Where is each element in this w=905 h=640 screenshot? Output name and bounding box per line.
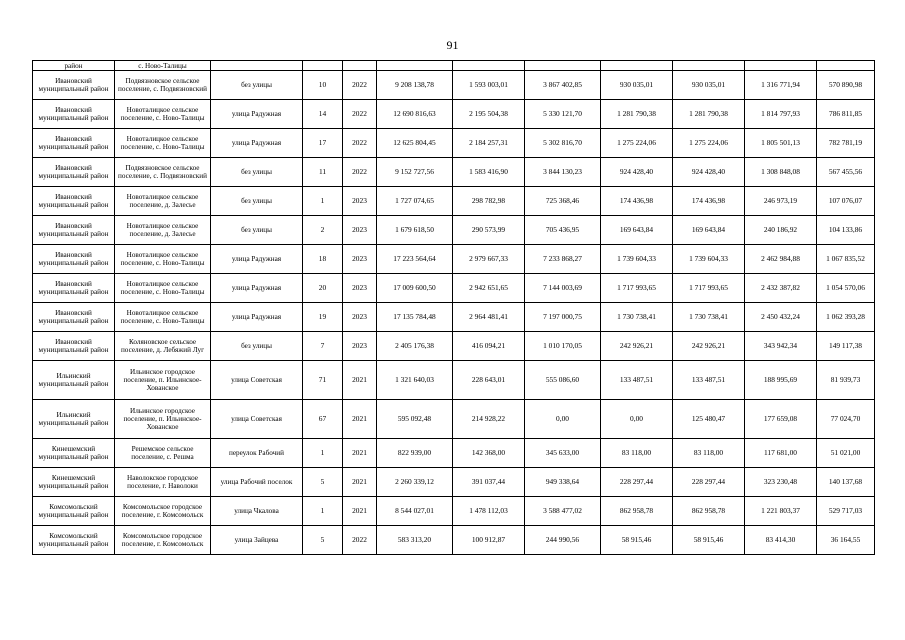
page-number: 91 bbox=[446, 38, 459, 52]
cell-cost-part-4: 1 739 604,33 bbox=[673, 245, 745, 274]
table-row bbox=[33, 361, 875, 400]
cell-settlement: Ильинское городское поселение, п. Ильинское-Хованское bbox=[115, 361, 211, 400]
cell-cost-part-1: 2 979 667,33 bbox=[453, 245, 525, 274]
cell-street: без улицы bbox=[211, 216, 303, 245]
cell-cost-part-5: 117 681,00 bbox=[745, 439, 817, 468]
cell-settlement: Наволокское городское поселение, г. Наволоки bbox=[115, 468, 211, 497]
cell-cost-part-5: 2 450 432,24 bbox=[745, 303, 817, 332]
cell-street: улица Рабочий поселок bbox=[211, 468, 303, 497]
cell-settlement: Новоталицкое сельское поселение, с. Ново-Талицы bbox=[115, 274, 211, 303]
cell-settlement: Новоталицкое сельское поселение, д. Залесье bbox=[115, 187, 211, 216]
cell-street bbox=[211, 61, 303, 71]
table-row bbox=[33, 274, 875, 303]
cell-house-number: 10 bbox=[303, 71, 343, 100]
cell-cost-part-2: 3 867 402,85 bbox=[525, 71, 601, 100]
cell-house-number: 67 bbox=[303, 400, 343, 439]
cell-cost-part-4: 125 480,47 bbox=[673, 400, 745, 439]
cell-cost-part-6: 140 137,68 bbox=[817, 468, 875, 497]
cell-cost-part-5: 1 221 803,37 bbox=[745, 497, 817, 526]
cell-total-cost: 583 313,20 bbox=[377, 526, 453, 555]
cell-total-cost: 9 208 138,78 bbox=[377, 71, 453, 100]
cell-cost-part-2: 555 086,60 bbox=[525, 361, 601, 400]
cell-house-number: 14 bbox=[303, 100, 343, 129]
cell-district: Кинешемский муниципальный район bbox=[33, 439, 115, 468]
cell-district: Ивановский муниципальный район bbox=[33, 216, 115, 245]
cell-cost-part-5: 188 995,69 bbox=[745, 361, 817, 400]
cell-cost-part-6: 81 939,73 bbox=[817, 361, 875, 400]
cell-year: 2022 bbox=[343, 129, 377, 158]
table-row bbox=[33, 129, 875, 158]
cell-cost-part-3: 930 035,01 bbox=[601, 71, 673, 100]
cell-year bbox=[343, 61, 377, 71]
cell-year: 2021 bbox=[343, 439, 377, 468]
cell-year: 2021 bbox=[343, 497, 377, 526]
cell-cost-part-3: 83 118,00 bbox=[601, 439, 673, 468]
cell-cost-part-6: 1 054 570,06 bbox=[817, 274, 875, 303]
cell-cost-part-4: 242 926,21 bbox=[673, 332, 745, 361]
table-row bbox=[33, 71, 875, 100]
cell-street: улица Советская bbox=[211, 361, 303, 400]
cell-house-number: 1 bbox=[303, 187, 343, 216]
cell-street: улица Радужная bbox=[211, 303, 303, 332]
cell-total-cost: 2 260 339,12 bbox=[377, 468, 453, 497]
cell-district: Ивановский муниципальный район bbox=[33, 245, 115, 274]
cell-total-cost: 822 939,00 bbox=[377, 439, 453, 468]
cell-total-cost: 2 405 176,38 bbox=[377, 332, 453, 361]
cell-settlement: с. Ново-Талицы bbox=[115, 61, 211, 71]
cell-settlement: Новоталицкое сельское поселение, с. Ново-Талицы bbox=[115, 100, 211, 129]
cell-cost-part-5: 246 973,19 bbox=[745, 187, 817, 216]
cell-cost-part-1: 298 782,98 bbox=[453, 187, 525, 216]
cell-cost-part-1 bbox=[453, 61, 525, 71]
cell-cost-part-4: 1 281 790,38 bbox=[673, 100, 745, 129]
cell-house-number: 19 bbox=[303, 303, 343, 332]
table-row bbox=[33, 100, 875, 129]
cell-cost-part-4: 228 297,44 bbox=[673, 468, 745, 497]
cell-settlement: Коляновское сельское поселение, д. Лебяжий Луг bbox=[115, 332, 211, 361]
cell-cost-part-5: 2 432 387,82 bbox=[745, 274, 817, 303]
cell-street: улица Радужная bbox=[211, 129, 303, 158]
cell-district: Ильинский муниципальный район bbox=[33, 400, 115, 439]
cell-cost-part-4: 83 118,00 bbox=[673, 439, 745, 468]
cell-cost-part-5: 1 805 501,13 bbox=[745, 129, 817, 158]
cell-total-cost: 17 135 784,48 bbox=[377, 303, 453, 332]
cell-year: 2021 bbox=[343, 400, 377, 439]
data-table bbox=[32, 60, 875, 555]
cell-street: улица Радужная bbox=[211, 100, 303, 129]
cell-total-cost bbox=[377, 61, 453, 71]
cell-street: улица Чкалова bbox=[211, 497, 303, 526]
cell-settlement: Ильинское городское поселение, п. Ильинское-Хованское bbox=[115, 400, 211, 439]
cell-cost-part-3: 1 730 738,41 bbox=[601, 303, 673, 332]
cell-cost-part-1: 1 478 112,03 bbox=[453, 497, 525, 526]
cell-cost-part-2: 244 990,56 bbox=[525, 526, 601, 555]
cell-cost-part-3: 0,00 bbox=[601, 400, 673, 439]
cell-total-cost: 1 321 640,03 bbox=[377, 361, 453, 400]
cell-settlement: Решемское сельское поселение, с. Решма bbox=[115, 439, 211, 468]
cell-house-number: 71 bbox=[303, 361, 343, 400]
cell-settlement: Новоталицкое сельское поселение, с. Ново-Талицы bbox=[115, 245, 211, 274]
cell-cost-part-5: 323 230,48 bbox=[745, 468, 817, 497]
cell-cost-part-2: 949 338,64 bbox=[525, 468, 601, 497]
cell-cost-part-6 bbox=[817, 61, 875, 71]
cell-cost-part-2: 725 368,46 bbox=[525, 187, 601, 216]
cell-cost-part-6: 529 717,03 bbox=[817, 497, 875, 526]
table-row bbox=[33, 303, 875, 332]
cell-cost-part-6: 782 781,19 bbox=[817, 129, 875, 158]
cell-settlement: Комсомольское городское поселение, г. Комсомольск bbox=[115, 497, 211, 526]
cell-cost-part-1: 2 195 504,38 bbox=[453, 100, 525, 129]
cell-house-number: 11 bbox=[303, 158, 343, 187]
cell-year: 2022 bbox=[343, 526, 377, 555]
cell-cost-part-5: 1 308 848,08 bbox=[745, 158, 817, 187]
cell-district: Ивановский муниципальный район bbox=[33, 332, 115, 361]
cell-house-number bbox=[303, 61, 343, 71]
table-row bbox=[33, 187, 875, 216]
cell-cost-part-1: 290 573,99 bbox=[453, 216, 525, 245]
cell-cost-part-4: 169 643,84 bbox=[673, 216, 745, 245]
cell-cost-part-2: 7 233 868,27 bbox=[525, 245, 601, 274]
table-row bbox=[33, 400, 875, 439]
cell-district: Ильинский муниципальный район bbox=[33, 361, 115, 400]
cell-cost-part-2: 3 844 130,23 bbox=[525, 158, 601, 187]
cell-district: Ивановский муниципальный район bbox=[33, 158, 115, 187]
table-row bbox=[33, 61, 875, 71]
table-row bbox=[33, 468, 875, 497]
cell-cost-part-3: 924 428,40 bbox=[601, 158, 673, 187]
cell-district: Ивановский муниципальный район bbox=[33, 187, 115, 216]
cell-total-cost: 12 625 804,45 bbox=[377, 129, 453, 158]
cell-cost-part-3: 1 717 993,65 bbox=[601, 274, 673, 303]
cell-cost-part-5: 177 659,08 bbox=[745, 400, 817, 439]
cell-street: переулок Рабочий bbox=[211, 439, 303, 468]
cell-cost-part-3: 174 436,98 bbox=[601, 187, 673, 216]
cell-cost-part-4 bbox=[673, 61, 745, 71]
cell-cost-part-3: 1 275 224,06 bbox=[601, 129, 673, 158]
cell-total-cost: 9 152 727,56 bbox=[377, 158, 453, 187]
cell-district: Ивановский муниципальный район bbox=[33, 71, 115, 100]
cell-cost-part-4: 862 958,78 bbox=[673, 497, 745, 526]
cell-house-number: 17 bbox=[303, 129, 343, 158]
cell-house-number: 2 bbox=[303, 216, 343, 245]
cell-cost-part-3: 58 915,46 bbox=[601, 526, 673, 555]
cell-cost-part-3: 242 926,21 bbox=[601, 332, 673, 361]
cell-cost-part-2: 345 633,00 bbox=[525, 439, 601, 468]
cell-total-cost: 17 009 600,50 bbox=[377, 274, 453, 303]
cell-house-number: 1 bbox=[303, 439, 343, 468]
cell-cost-part-5: 2 462 984,88 bbox=[745, 245, 817, 274]
cell-cost-part-6: 786 811,85 bbox=[817, 100, 875, 129]
table-row bbox=[33, 216, 875, 245]
table-row bbox=[33, 158, 875, 187]
cell-district: Кинешемский муниципальный район bbox=[33, 468, 115, 497]
cell-cost-part-6: 1 062 393,28 bbox=[817, 303, 875, 332]
cell-cost-part-3: 1 281 790,38 bbox=[601, 100, 673, 129]
cell-house-number: 18 bbox=[303, 245, 343, 274]
cell-cost-part-6: 107 076,07 bbox=[817, 187, 875, 216]
cell-cost-part-3 bbox=[601, 61, 673, 71]
cell-cost-part-6: 149 117,38 bbox=[817, 332, 875, 361]
cell-street: без улицы bbox=[211, 187, 303, 216]
table-row bbox=[33, 245, 875, 274]
cell-cost-part-1: 100 912,87 bbox=[453, 526, 525, 555]
cell-street: улица Радужная bbox=[211, 274, 303, 303]
cell-cost-part-3: 133 487,51 bbox=[601, 361, 673, 400]
cell-cost-part-4: 58 915,46 bbox=[673, 526, 745, 555]
cell-year: 2023 bbox=[343, 245, 377, 274]
cell-year: 2023 bbox=[343, 274, 377, 303]
cell-cost-part-1: 2 942 651,65 bbox=[453, 274, 525, 303]
cell-cost-part-6: 1 067 835,52 bbox=[817, 245, 875, 274]
cell-district: Ивановский муниципальный район bbox=[33, 274, 115, 303]
cell-cost-part-6: 570 890,98 bbox=[817, 71, 875, 100]
cell-settlement: Комсомольское городское поселение, г. Комсомольск bbox=[115, 526, 211, 555]
cell-house-number: 5 bbox=[303, 468, 343, 497]
cell-cost-part-1: 1 583 416,90 bbox=[453, 158, 525, 187]
cell-cost-part-2: 0,00 bbox=[525, 400, 601, 439]
cell-district: Ивановский муниципальный район bbox=[33, 100, 115, 129]
cell-year: 2022 bbox=[343, 71, 377, 100]
cell-cost-part-1: 142 368,00 bbox=[453, 439, 525, 468]
cell-street: без улицы bbox=[211, 71, 303, 100]
cell-total-cost: 8 544 027,01 bbox=[377, 497, 453, 526]
cell-year: 2023 bbox=[343, 332, 377, 361]
cell-year: 2023 bbox=[343, 303, 377, 332]
cell-total-cost: 595 092,48 bbox=[377, 400, 453, 439]
cell-year: 2021 bbox=[343, 361, 377, 400]
cell-cost-part-4: 1 730 738,41 bbox=[673, 303, 745, 332]
cell-house-number: 7 bbox=[303, 332, 343, 361]
cell-settlement: Новоталицкое сельское поселение, д. Залесье bbox=[115, 216, 211, 245]
cell-cost-part-5: 1 814 797,93 bbox=[745, 100, 817, 129]
cell-cost-part-1: 2 964 481,41 bbox=[453, 303, 525, 332]
cell-cost-part-3: 228 297,44 bbox=[601, 468, 673, 497]
cell-district: Комсомольский муниципальный район bbox=[33, 497, 115, 526]
cell-cost-part-4: 133 487,51 bbox=[673, 361, 745, 400]
cell-cost-part-5 bbox=[745, 61, 817, 71]
cell-year: 2022 bbox=[343, 158, 377, 187]
cell-total-cost: 12 690 816,63 bbox=[377, 100, 453, 129]
cell-district: Ивановский муниципальный район bbox=[33, 129, 115, 158]
cell-year: 2022 bbox=[343, 100, 377, 129]
cell-cost-part-1: 214 928,22 bbox=[453, 400, 525, 439]
cell-settlement: Новоталицкое сельское поселение, с. Ново-Талицы bbox=[115, 303, 211, 332]
cell-cost-part-4: 924 428,40 bbox=[673, 158, 745, 187]
table-row bbox=[33, 497, 875, 526]
cell-cost-part-6: 36 164,55 bbox=[817, 526, 875, 555]
cell-cost-part-1: 416 094,21 bbox=[453, 332, 525, 361]
cell-cost-part-3: 862 958,78 bbox=[601, 497, 673, 526]
cell-house-number: 5 bbox=[303, 526, 343, 555]
cell-cost-part-1: 1 593 003,01 bbox=[453, 71, 525, 100]
cell-cost-part-6: 567 455,56 bbox=[817, 158, 875, 187]
table-row bbox=[33, 526, 875, 555]
cell-cost-part-6: 77 024,70 bbox=[817, 400, 875, 439]
cell-total-cost: 1 679 618,50 bbox=[377, 216, 453, 245]
cell-cost-part-1: 228 643,01 bbox=[453, 361, 525, 400]
cell-cost-part-2: 7 197 000,75 bbox=[525, 303, 601, 332]
cell-district: район bbox=[33, 61, 115, 71]
cell-cost-part-1: 391 037,44 bbox=[453, 468, 525, 497]
cell-house-number: 1 bbox=[303, 497, 343, 526]
cell-year: 2021 bbox=[343, 468, 377, 497]
cell-district: Комсомольский муниципальный район bbox=[33, 526, 115, 555]
cell-cost-part-6: 51 021,00 bbox=[817, 439, 875, 468]
table-row bbox=[33, 332, 875, 361]
cell-cost-part-5: 240 186,92 bbox=[745, 216, 817, 245]
cell-cost-part-4: 1 275 224,06 bbox=[673, 129, 745, 158]
cell-cost-part-5: 83 414,30 bbox=[745, 526, 817, 555]
cell-cost-part-2: 5 302 816,70 bbox=[525, 129, 601, 158]
cell-cost-part-2: 3 588 477,02 bbox=[525, 497, 601, 526]
cell-cost-part-1: 2 184 257,31 bbox=[453, 129, 525, 158]
cell-district: Ивановский муниципальный район bbox=[33, 303, 115, 332]
cell-total-cost: 17 223 564,64 bbox=[377, 245, 453, 274]
cell-year: 2023 bbox=[343, 187, 377, 216]
cell-cost-part-4: 930 035,01 bbox=[673, 71, 745, 100]
cell-cost-part-2: 705 436,95 bbox=[525, 216, 601, 245]
cell-house-number: 20 bbox=[303, 274, 343, 303]
cell-cost-part-2: 7 144 003,69 bbox=[525, 274, 601, 303]
cell-total-cost: 1 727 074,65 bbox=[377, 187, 453, 216]
cell-street: улица Зайцева bbox=[211, 526, 303, 555]
cell-settlement: Подвязновское сельское поселение, с. Подвязновский bbox=[115, 71, 211, 100]
cell-cost-part-3: 1 739 604,33 bbox=[601, 245, 673, 274]
cell-cost-part-2: 5 330 121,70 bbox=[525, 100, 601, 129]
cell-street: улица Советская bbox=[211, 400, 303, 439]
cell-cost-part-6: 104 133,86 bbox=[817, 216, 875, 245]
cell-cost-part-4: 174 436,98 bbox=[673, 187, 745, 216]
cell-street: улица Радужная bbox=[211, 245, 303, 274]
cell-settlement: Подвязновское сельское поселение, с. Подвязновский bbox=[115, 158, 211, 187]
cell-settlement: Новоталицкое сельское поселение, с. Ново-Талицы bbox=[115, 129, 211, 158]
cell-cost-part-2 bbox=[525, 61, 601, 71]
cell-year: 2023 bbox=[343, 216, 377, 245]
cell-street: без улицы bbox=[211, 158, 303, 187]
cell-cost-part-2: 1 010 170,05 bbox=[525, 332, 601, 361]
table-row bbox=[33, 439, 875, 468]
cell-cost-part-5: 1 316 771,94 bbox=[745, 71, 817, 100]
cell-cost-part-5: 343 942,34 bbox=[745, 332, 817, 361]
cell-street: без улицы bbox=[211, 332, 303, 361]
cell-cost-part-3: 169 643,84 bbox=[601, 216, 673, 245]
cell-cost-part-4: 1 717 993,65 bbox=[673, 274, 745, 303]
